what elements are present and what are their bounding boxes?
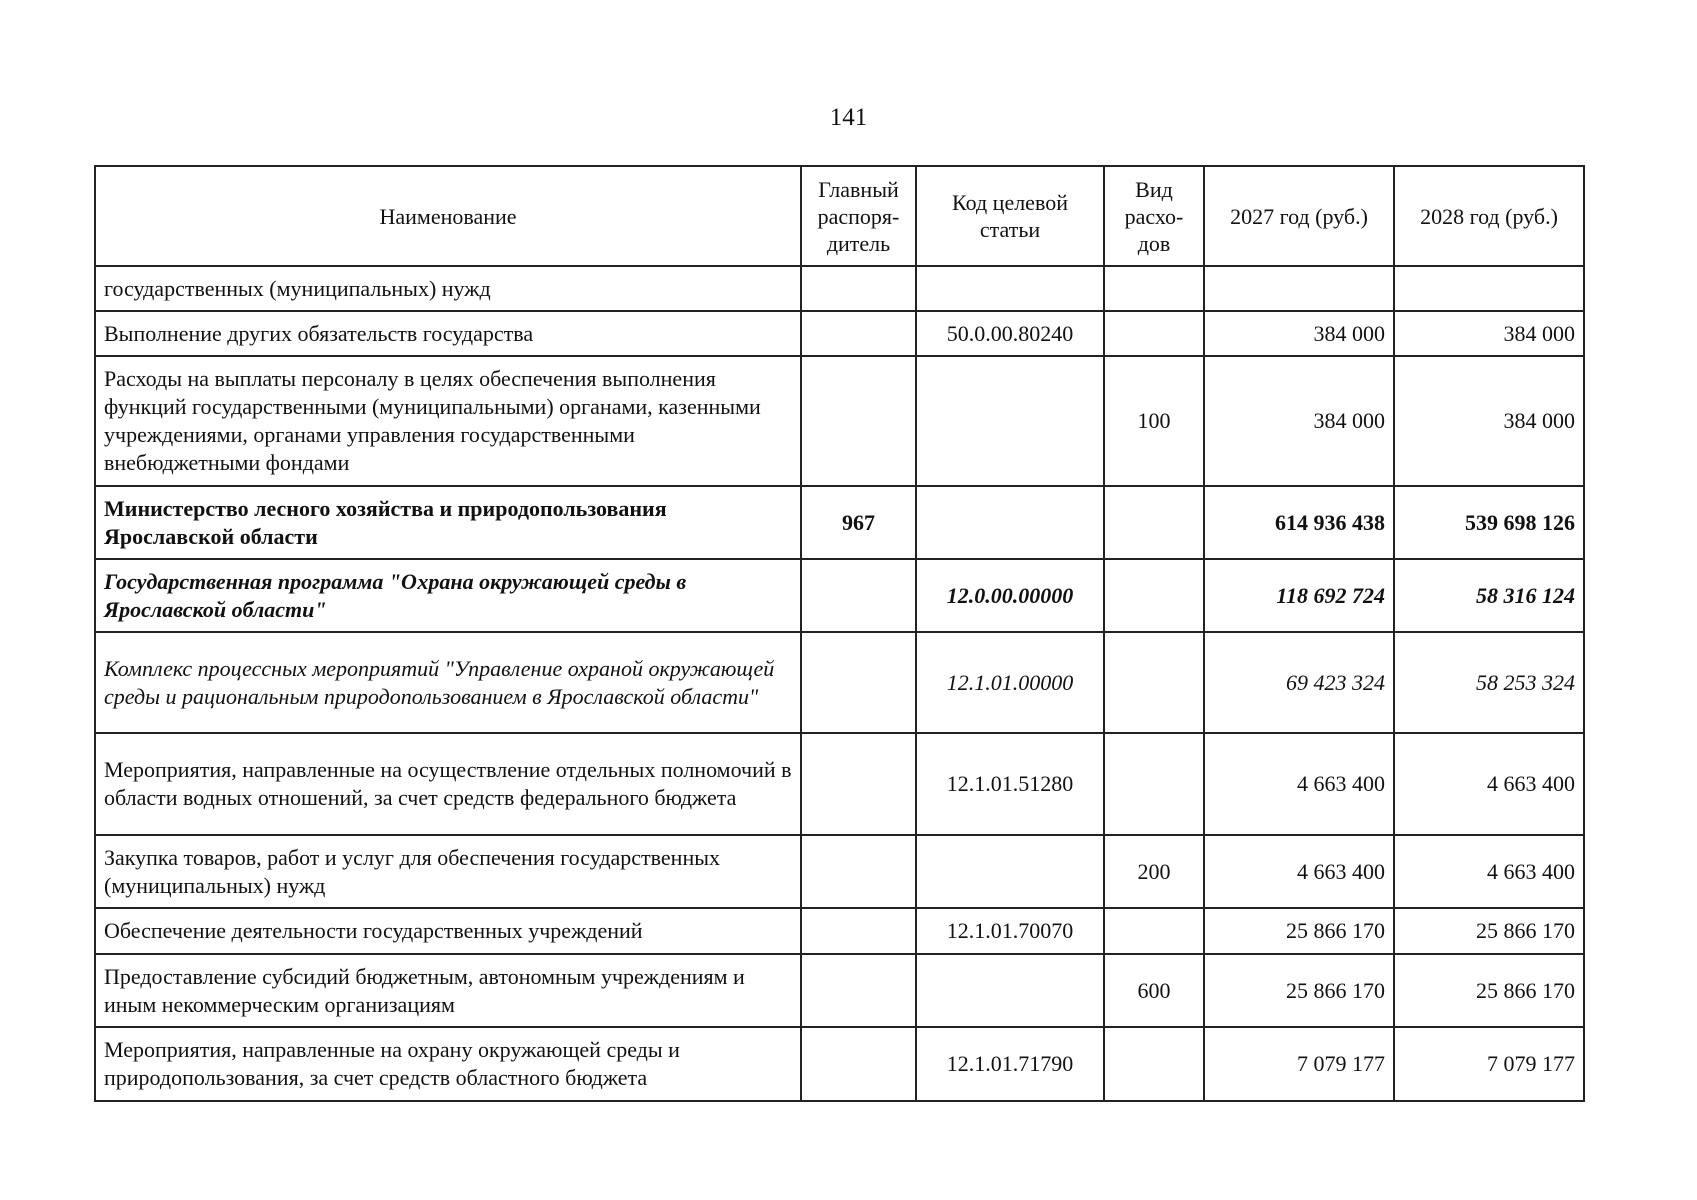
row-2028: 25 866 170 bbox=[1394, 954, 1584, 1027]
row-manager bbox=[801, 311, 916, 356]
row-2028: 4 663 400 bbox=[1394, 835, 1584, 908]
row-manager bbox=[801, 356, 916, 486]
row-type: 200 bbox=[1104, 835, 1204, 908]
row-name: государственных (муниципальных) нужд bbox=[95, 266, 801, 311]
row-type bbox=[1104, 266, 1204, 311]
row-manager bbox=[801, 632, 916, 733]
row-2027: 614 936 438 bbox=[1204, 486, 1394, 559]
row-manager bbox=[801, 954, 916, 1027]
row-2028: 25 866 170 bbox=[1394, 908, 1584, 954]
row-2027: 25 866 170 bbox=[1204, 908, 1394, 954]
header-2027: 2027 год (руб.) bbox=[1204, 166, 1394, 266]
row-type bbox=[1104, 733, 1204, 835]
row-2027: 384 000 bbox=[1204, 356, 1394, 486]
row-name: Государственная программа "Охрана окружающей среды в Ярославской области" bbox=[95, 559, 801, 632]
header-name: Наименование bbox=[95, 166, 801, 266]
row-name: Выполнение других обязательств государства bbox=[95, 311, 801, 356]
row-name: Мероприятия, направленные на осуществление отдельных полномочий в области водных отношений, за счет средств федерального бюджета bbox=[95, 733, 801, 835]
row-2028: 7 079 177 bbox=[1394, 1027, 1584, 1101]
row-code bbox=[916, 356, 1104, 486]
row-name: Расходы на выплаты персоналу в целях обеспечения выполнения функций государственными (муниципальными) органами, казенными учреждениями, органами управления государственными внебюджетными фондами bbox=[95, 356, 801, 486]
row-name: Мероприятия, направленные на охрану окружающей среды и природопользования, за счет средств областного бюджета bbox=[95, 1027, 801, 1101]
row-code bbox=[916, 486, 1104, 559]
row-2028: 384 000 bbox=[1394, 311, 1584, 356]
row-2027 bbox=[1204, 266, 1394, 311]
budget-table bbox=[94, 165, 1585, 1102]
row-manager bbox=[801, 559, 916, 632]
row-type: 600 bbox=[1104, 954, 1204, 1027]
table-row bbox=[95, 266, 1584, 311]
row-code bbox=[916, 266, 1104, 311]
row-code bbox=[916, 954, 1104, 1027]
table-row bbox=[95, 733, 1584, 835]
table-row bbox=[95, 1027, 1584, 1101]
row-2028 bbox=[1394, 266, 1584, 311]
row-2027: 7 079 177 bbox=[1204, 1027, 1394, 1101]
row-2028: 58 316 124 bbox=[1394, 559, 1584, 632]
row-name: Комплекс процессных мероприятий "Управление охраной окружающей среды и рациональным природопользованием в Ярославской области" bbox=[95, 632, 801, 733]
row-2027: 384 000 bbox=[1204, 311, 1394, 356]
row-type: 100 bbox=[1104, 356, 1204, 486]
header-type: Вид расхо-дов bbox=[1104, 166, 1204, 266]
row-2027: 25 866 170 bbox=[1204, 954, 1394, 1027]
row-name: Предоставление субсидий бюджетным, автономным учреждениям и иным некоммерческим организациям bbox=[95, 954, 801, 1027]
row-manager bbox=[801, 908, 916, 954]
row-2027: 4 663 400 bbox=[1204, 733, 1394, 835]
row-code: 12.1.01.51280 bbox=[916, 733, 1104, 835]
table-row bbox=[95, 356, 1584, 486]
row-manager bbox=[801, 733, 916, 835]
table-row bbox=[95, 835, 1584, 908]
table-row bbox=[95, 632, 1584, 733]
row-name: Министерство лесного хозяйства и природопользования Ярославской области bbox=[95, 486, 801, 559]
header-manager: Главный распоря-дитель bbox=[801, 166, 916, 266]
row-type bbox=[1104, 908, 1204, 954]
table-row bbox=[95, 311, 1584, 356]
row-code: 12.1.01.71790 bbox=[916, 1027, 1104, 1101]
table-row bbox=[95, 954, 1584, 1027]
header-row bbox=[95, 166, 1584, 266]
row-code bbox=[916, 835, 1104, 908]
row-type bbox=[1104, 632, 1204, 733]
row-type bbox=[1104, 1027, 1204, 1101]
row-code: 12.0.00.00000 bbox=[916, 559, 1104, 632]
row-type bbox=[1104, 559, 1204, 632]
row-name: Обеспечение деятельности государственных учреждений bbox=[95, 908, 801, 954]
table-row bbox=[95, 908, 1584, 954]
header-2028: 2028 год (руб.) bbox=[1394, 166, 1584, 266]
row-manager: 967 bbox=[801, 486, 916, 559]
row-2028: 58 253 324 bbox=[1394, 632, 1584, 733]
row-2028: 4 663 400 bbox=[1394, 733, 1584, 835]
row-2027: 118 692 724 bbox=[1204, 559, 1394, 632]
row-type bbox=[1104, 486, 1204, 559]
table-row bbox=[95, 486, 1584, 559]
row-code: 12.1.01.70070 bbox=[916, 908, 1104, 954]
row-manager bbox=[801, 835, 916, 908]
row-2028: 384 000 bbox=[1394, 356, 1584, 486]
row-code: 50.0.00.80240 bbox=[916, 311, 1104, 356]
row-manager bbox=[801, 266, 916, 311]
page-number: 141 bbox=[829, 104, 868, 131]
row-2027: 4 663 400 bbox=[1204, 835, 1394, 908]
table-row bbox=[95, 559, 1584, 632]
header-code: Код целевой статьи bbox=[916, 166, 1104, 266]
row-name: Закупка товаров, работ и услуг для обеспечения государственных (муниципальных) нужд bbox=[95, 835, 801, 908]
row-type bbox=[1104, 311, 1204, 356]
row-2028: 539 698 126 bbox=[1394, 486, 1584, 559]
row-code: 12.1.01.00000 bbox=[916, 632, 1104, 733]
row-2027: 69 423 324 bbox=[1204, 632, 1394, 733]
row-manager bbox=[801, 1027, 916, 1101]
